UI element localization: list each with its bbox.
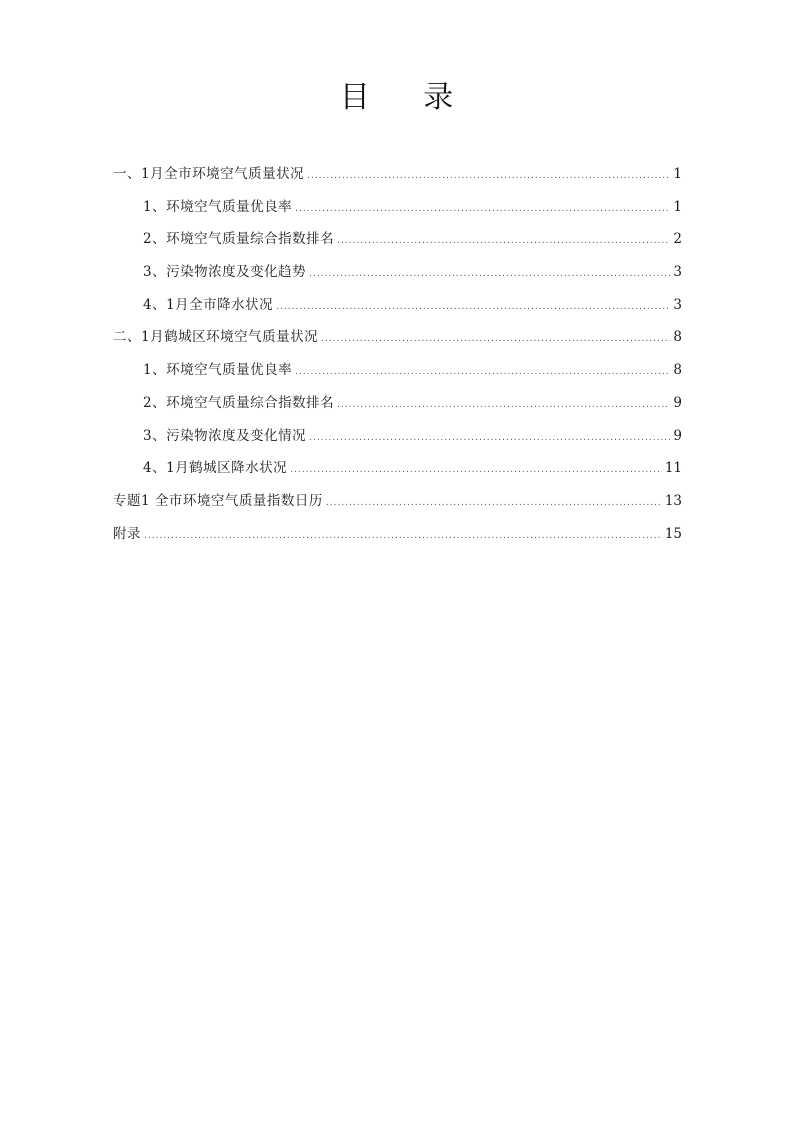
toc-entry-page-number: 13 [664,492,682,509]
toc-entry-special-topic[interactable] [113,485,682,518]
dot-leader [307,160,670,193]
toc-entry-label: 二、1月鹤城区环境空气质量状况 [113,329,319,346]
toc-entry-2-3[interactable] [113,420,682,453]
dot-leader [321,323,670,356]
toc-entry-section-1[interactable] [113,158,682,191]
dot-leader [295,193,670,226]
dot-leader [309,258,670,291]
dot-leader [309,422,670,455]
toc-entry-page-number: 11 [664,460,682,477]
toc-entry-page-number: 9 [673,427,682,444]
page-title: 目 录 [339,80,476,115]
toc-entry-label: 3、污染物浓度及变化趋势 [143,264,307,281]
toc-entry-page-number: 15 [664,525,682,542]
toc-entry-2-1[interactable] [113,354,682,387]
toc-entry-page-number: 3 [673,264,682,281]
dot-leader [337,389,670,422]
table-of-contents [113,158,682,550]
toc-entry-page-number: 2 [673,231,682,248]
toc-entry-1-3[interactable] [113,256,682,289]
toc-entry-page-number: 3 [673,296,682,313]
dot-leader [290,454,662,487]
dot-leader [144,520,662,553]
toc-entry-label: 1、环境空气质量优良率 [143,198,293,215]
toc-entry-label: 1、环境空气质量优良率 [143,362,293,379]
toc-entry-label: 2、环境空气质量综合指数排名 [143,231,335,248]
toc-entry-2-4[interactable] [113,452,682,485]
dot-leader [295,356,670,389]
toc-entry-1-1[interactable] [113,191,682,224]
toc-entry-section-2[interactable] [113,321,682,354]
toc-entry-page-number: 1 [673,198,682,215]
toc-entry-1-4[interactable] [113,289,682,322]
toc-entry-1-2[interactable] [113,223,682,256]
toc-entry-2-2[interactable] [113,387,682,420]
dot-leader [326,487,662,520]
toc-entry-label: 附录 [113,525,141,542]
toc-entry-label: 3、污染物浓度及变化情况 [143,427,307,444]
toc-entry-page-number: 8 [673,362,682,379]
toc-entry-label: 专题1 全市环境空气质量指数日历 [113,492,323,509]
toc-entry-appendix[interactable] [113,518,682,551]
toc-entry-page-number: 1 [673,166,682,182]
dot-leader [276,291,670,324]
toc-entry-label: 一、1月全市环境空气质量状况 [113,166,305,182]
toc-entry-page-number: 8 [673,329,682,346]
dot-leader [337,225,670,258]
toc-entry-label: 2、环境空气质量综合指数排名 [143,394,335,411]
toc-entry-page-number: 9 [673,394,682,411]
toc-entry-label: 4、1月鹤城区降水状况 [143,460,288,477]
toc-entry-label: 4、1月全市降水状况 [143,296,274,313]
